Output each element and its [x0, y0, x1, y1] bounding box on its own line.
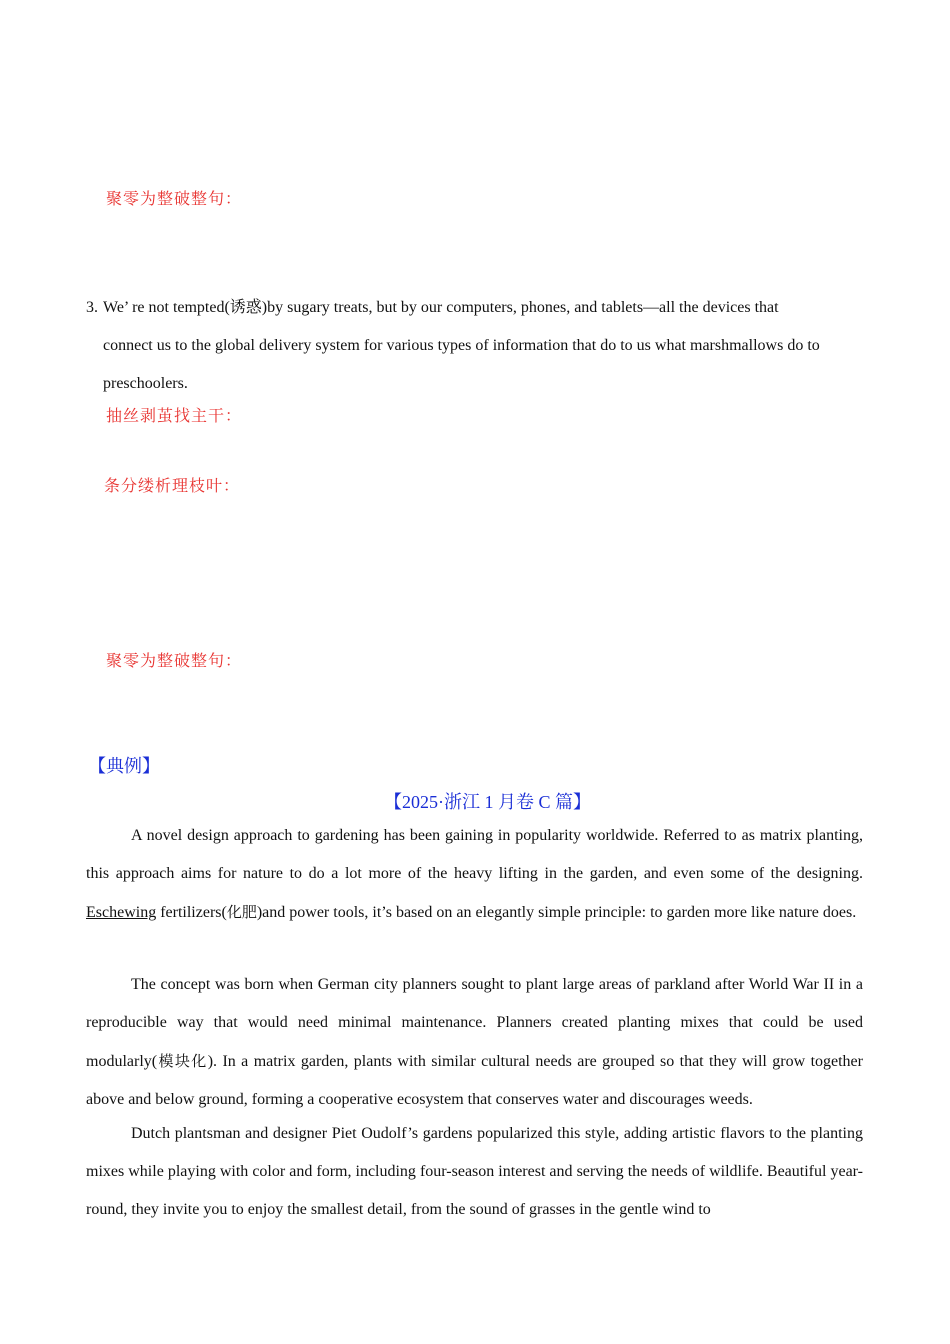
example-heading: 【典例】 — [88, 756, 160, 776]
gather-sentence-label-top: 聚零为整破整句： — [106, 191, 243, 208]
underlined-word-eschewing: Eschewing — [86, 904, 157, 921]
p2-text-b: ). In a matrix garden, plants with similar cultural needs are grouped so that they will grow together above and below ground, forming a cooperative ecosystem that conserves water and discourages weeds. — [86, 1053, 863, 1108]
source-heading: 【2025·浙江 1 月卷 C 篇】 — [384, 792, 591, 812]
reading-passage-3 — [86, 1115, 863, 1229]
question-3-line-1 — [86, 289, 866, 327]
passage-paragraph-1 — [86, 817, 863, 932]
passage-paragraph-3: Dutch plantsman and designer Piet Oudolf’s gardens popularized this style, adding artistic flavors to the planting mixes while playing with color and form, including four-season interest and serving the needs of wildlife. Beautiful year-round, they invite you to enjoy the smallest detail, from the sound of grasses in the gentle wind to — [86, 1125, 863, 1218]
reading-passage-2 — [86, 966, 863, 1119]
p2-gloss: 模块化 — [157, 1052, 208, 1070]
question-3-line-2: connect us to the global delivery system for various types of information that do to us what marshmallows do to — [103, 337, 820, 354]
p1-text-a: A novel design approach to gardening has been gaining in popularity worldwide. Referred to as matrix planting, this approach aims for nature to do a lot more of the heavy lifting in the garden, and even some of the designing. — [86, 827, 863, 882]
reading-passage — [86, 817, 863, 932]
p1-gloss: 化肥 — [226, 903, 257, 921]
question-number: 3. — [86, 299, 98, 316]
analyze-branches-label: 条分缕析理枝叶： — [104, 478, 241, 495]
question-3 — [86, 289, 866, 403]
p1-text-c: )and power tools, it’s based on an elegantly simple principle: to garden more like nature does. — [256, 904, 857, 921]
p2-text-a: The concept was born when German city planners sought to plant large areas of parkland after World War II in a reproducible way that would need minimal maintenance. Planners created planting mixes that could be used modularly( — [86, 976, 863, 1070]
question-3-line-3: preschoolers. — [103, 375, 188, 392]
gather-sentence-label-bottom: 聚零为整破整句： — [106, 653, 243, 670]
p1-text-b: fertilizers( — [156, 904, 227, 921]
passage-paragraph-2 — [86, 966, 863, 1119]
extract-trunk-label: 抽丝剥茧找主干： — [106, 408, 243, 425]
question-3-text-1: We’ re not tempted(诱惑)by sugary treats, but by our computers, phones, and tablets—all the devices that — [103, 299, 779, 316]
